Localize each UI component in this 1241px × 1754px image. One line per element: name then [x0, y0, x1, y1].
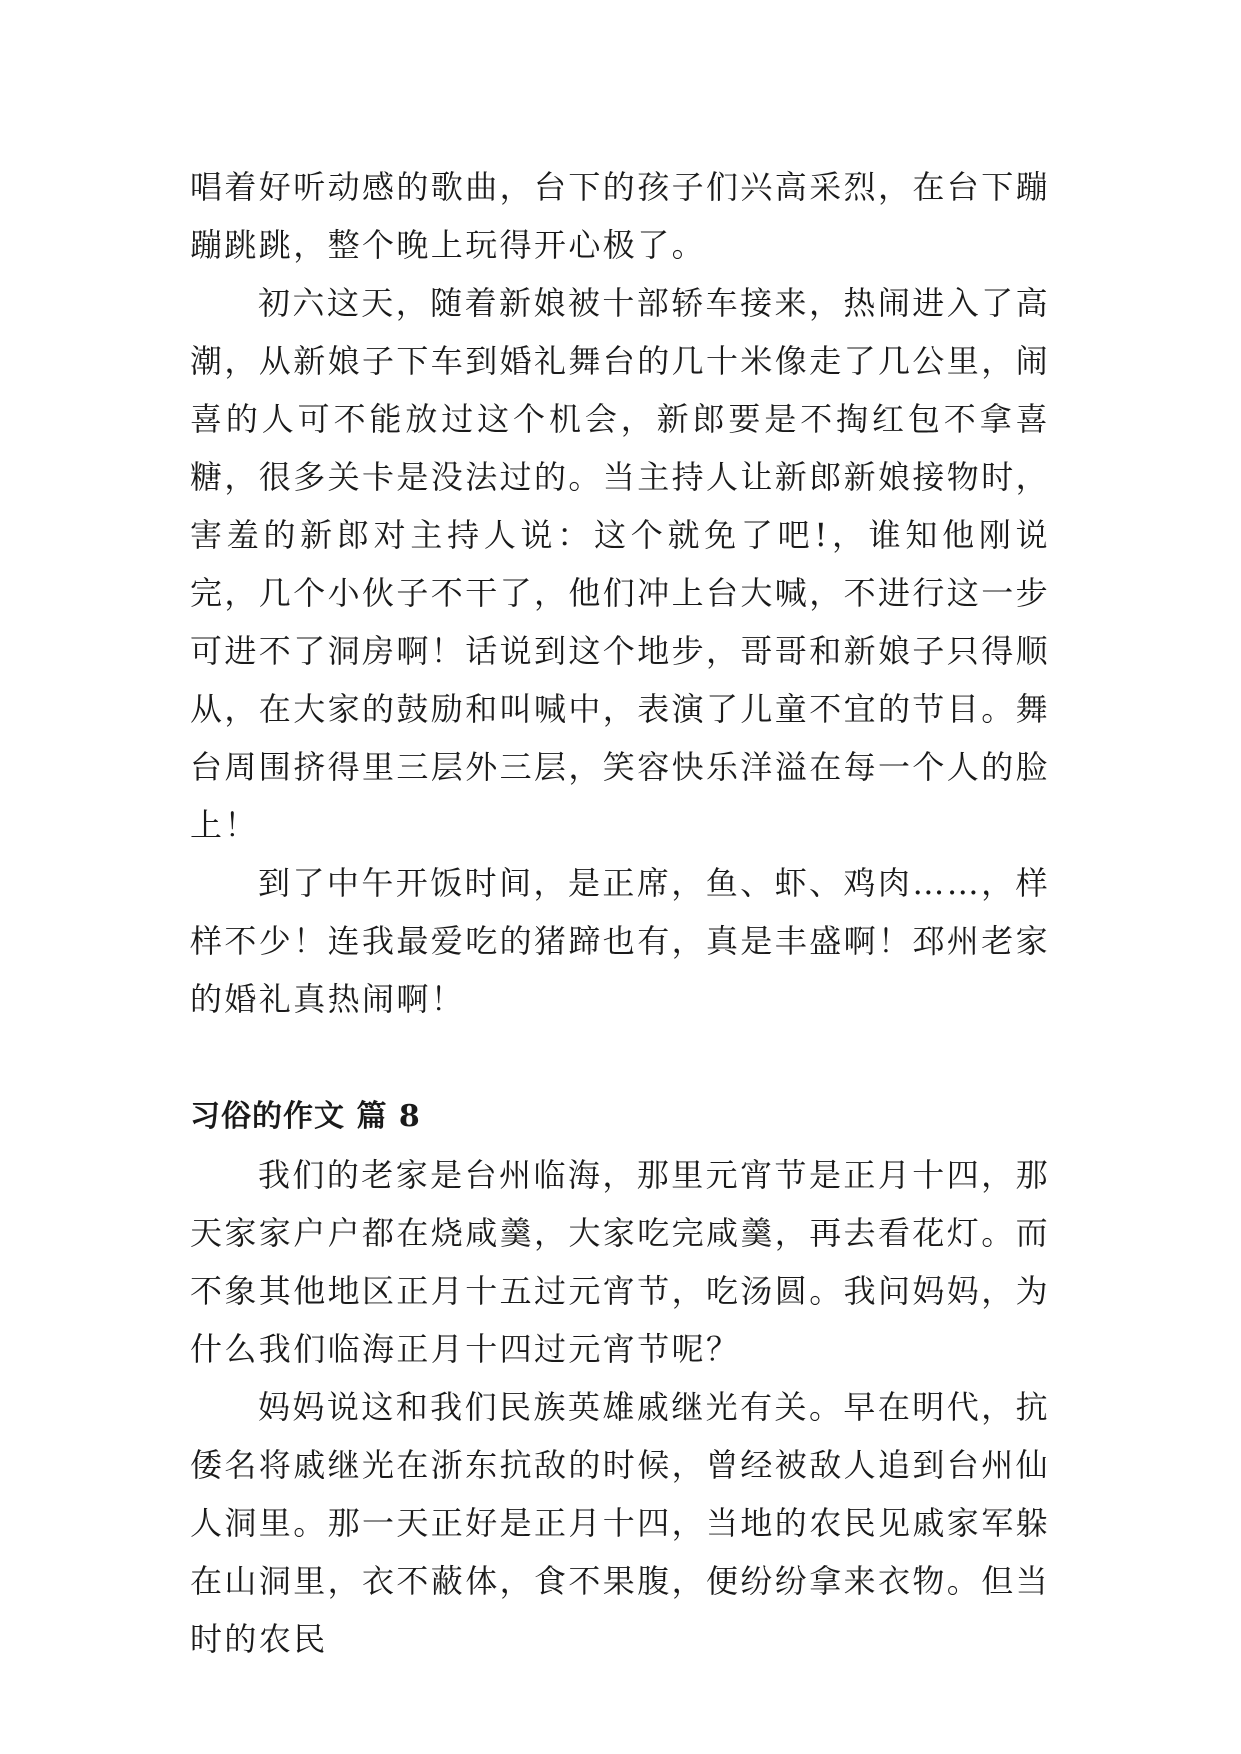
- section-title: 习俗的作文 篇 8: [190, 1099, 421, 1134]
- paragraph-wedding-day: 初六这天，随着新娘被十部轿车接来，热闹进入了高潮，从新娘子下车到婚礼舞台的几十米像走了几公里，闹喜的人可不能放过这个机会，新郎要是不掏红包不拿喜糖，很多关卡是没法过的。当主持人让新郎新娘接物时，害羞的新郎对主持人说：这个就免了吧!，谁知他刚说完，几个小伙子不干了，他们冲上台大喊，不进行这一步可进不了洞房啊！话说到这个地步，哥哥和新娘子只得顺从，在大家的鼓励和叫喊中，表演了儿童不宜的节目。舞台周围挤得里三层外三层，笑容快乐洋溢在每一个人的脸上！: [190, 284, 1051, 844]
- paragraph-lantern-festival: 我们的老家是台州临海，那里元宵节是正月十四，那天家家户户都在烧咸羹，大家吃完咸羹，再去看花灯。而不象其他地区正月十五过元宵节，吃汤圆。我问妈妈，为什么我们临海正月十四过元宵节呢？: [190, 1156, 1051, 1368]
- paragraph-qi-jiguang: 妈妈说这和我们民族英雄戚继光有关。早在明代，抗倭名将戚继光在浙东抗敌的时候，曾经被敌人追到台州仙人洞里。那一天正好是正月十四，当地的农民见戚家军躲在山洞里，衣不蔽体，食不果腹，便纷纷拿来衣物。但当时的农民: [190, 1388, 1051, 1658]
- paragraph-lunch: 到了中午开饭时间，是正席，鱼、虾、鸡肉……，样样不少！连我最爱吃的猪蹄也有，真是丰盛啊！邳州老家的婚礼真热闹啊！: [190, 864, 1051, 1018]
- paragraph-continuation: 唱着好听动感的歌曲，台下的孩子们兴高采烈，在台下蹦蹦跳跳，整个晚上玩得开心极了。: [190, 168, 1051, 264]
- document-body: [190, 158, 1050, 1668]
